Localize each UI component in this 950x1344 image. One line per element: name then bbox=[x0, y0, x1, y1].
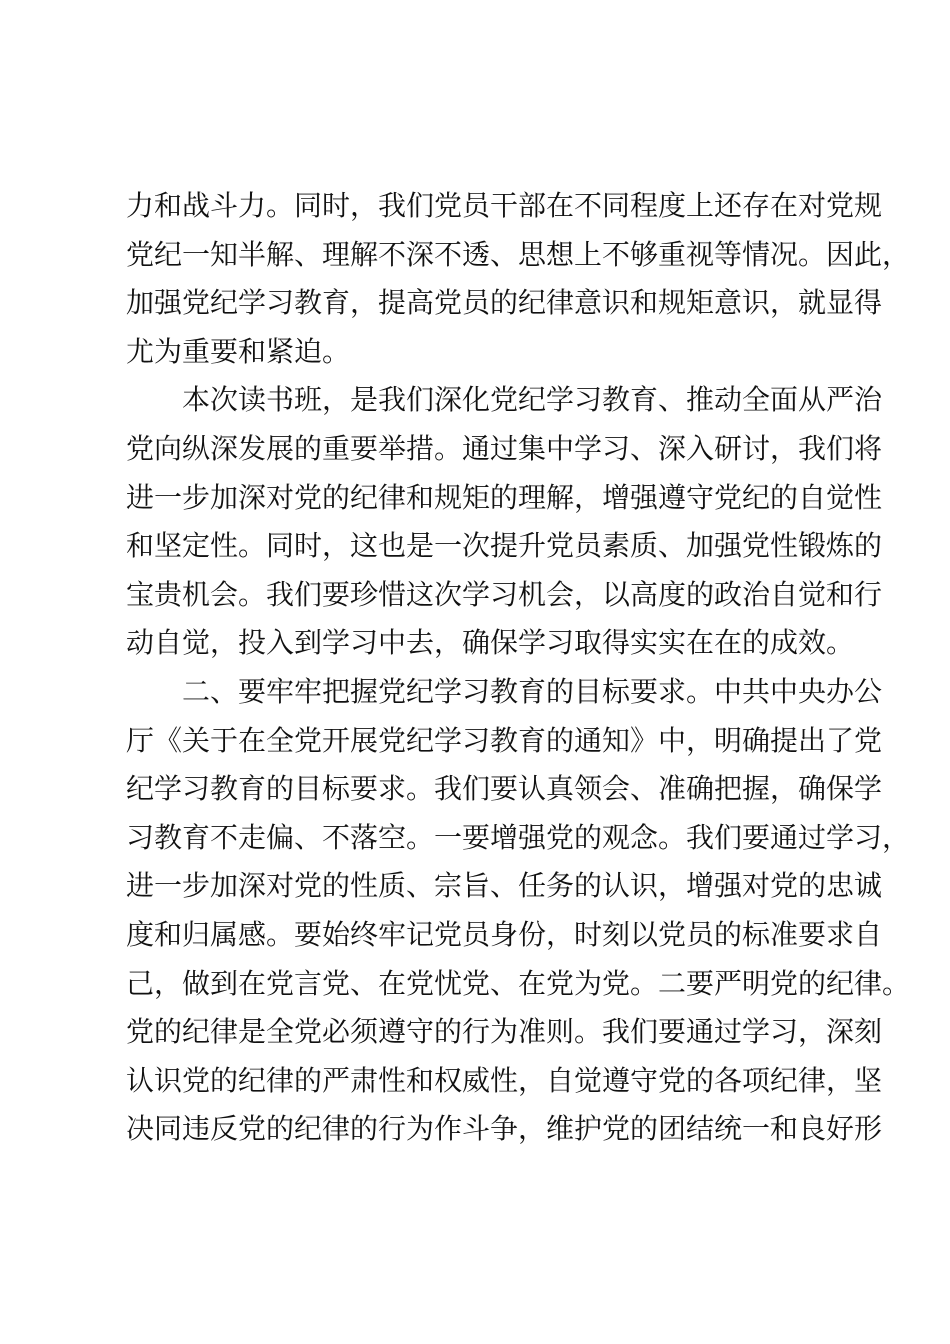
text-line: 和坚定性。同时，这也是一次提升党员素质、加强党性锻炼的 bbox=[126, 529, 883, 563]
text-line: 动自觉，投入到学习中去，确保学习取得实实在在的成效。 bbox=[126, 626, 855, 660]
text-line: 宝贵机会。我们要珍惜这次学习机会，以高度的政治自觉和行 bbox=[126, 577, 883, 611]
body-text bbox=[126, 182, 911, 1154]
text-line: 本次读书班，是我们深化党纪学习教育、推动全面从严治 bbox=[182, 383, 883, 417]
text-line: 己，做到在党言党、在党忧党、在党为党。二要严明党的纪律。 bbox=[126, 966, 911, 1000]
text-line: 度和归属感。要始终牢记党员身份，时刻以党员的标准要求自 bbox=[126, 917, 883, 951]
text-line: 习教育不走偏、不落空。一要增强党的观念。我们要通过学习， bbox=[126, 820, 911, 854]
text-line: 厅《关于在全党开展党纪学习教育的通知》中，明确提出了党 bbox=[126, 723, 883, 757]
text-line: 尤为重要和紧迫。 bbox=[126, 334, 351, 368]
text-line: 进一步加深对党的性质、宗旨、任务的认识，增强对党的忠诚 bbox=[126, 869, 883, 903]
text-line: 加强党纪学习教育，提高党员的纪律意识和规矩意识，就显得 bbox=[126, 286, 883, 320]
text-line: 认识党的纪律的严肃性和权威性，自觉遵守党的各项纪律，坚 bbox=[126, 1063, 883, 1097]
text-line: 纪学习教育的目标要求。我们要认真领会、准确把握，确保学 bbox=[126, 772, 883, 806]
text-line: 党纪一知半解、理解不深不透、思想上不够重视等情况。因此， bbox=[126, 237, 911, 271]
text-line: 党的纪律是全党必须遵守的行为准则。我们要通过学习，深刻 bbox=[126, 1015, 883, 1049]
text-line: 决同违反党的纪律的行为作斗争，维护党的团结统一和良好形 bbox=[126, 1112, 883, 1146]
text-line: 力和战斗力。同时，我们党员干部在不同程度上还存在对党规 bbox=[126, 189, 883, 222]
text-line: 进一步加深对党的纪律和规矩的理解，增强遵守党纪的自觉性 bbox=[126, 480, 883, 514]
text-line: 二、要牢牢把握党纪学习教育的目标要求。中共中央办公 bbox=[182, 674, 883, 708]
text-line: 党向纵深发展的重要举措。通过集中学习、深入研讨，我们将 bbox=[126, 431, 883, 465]
